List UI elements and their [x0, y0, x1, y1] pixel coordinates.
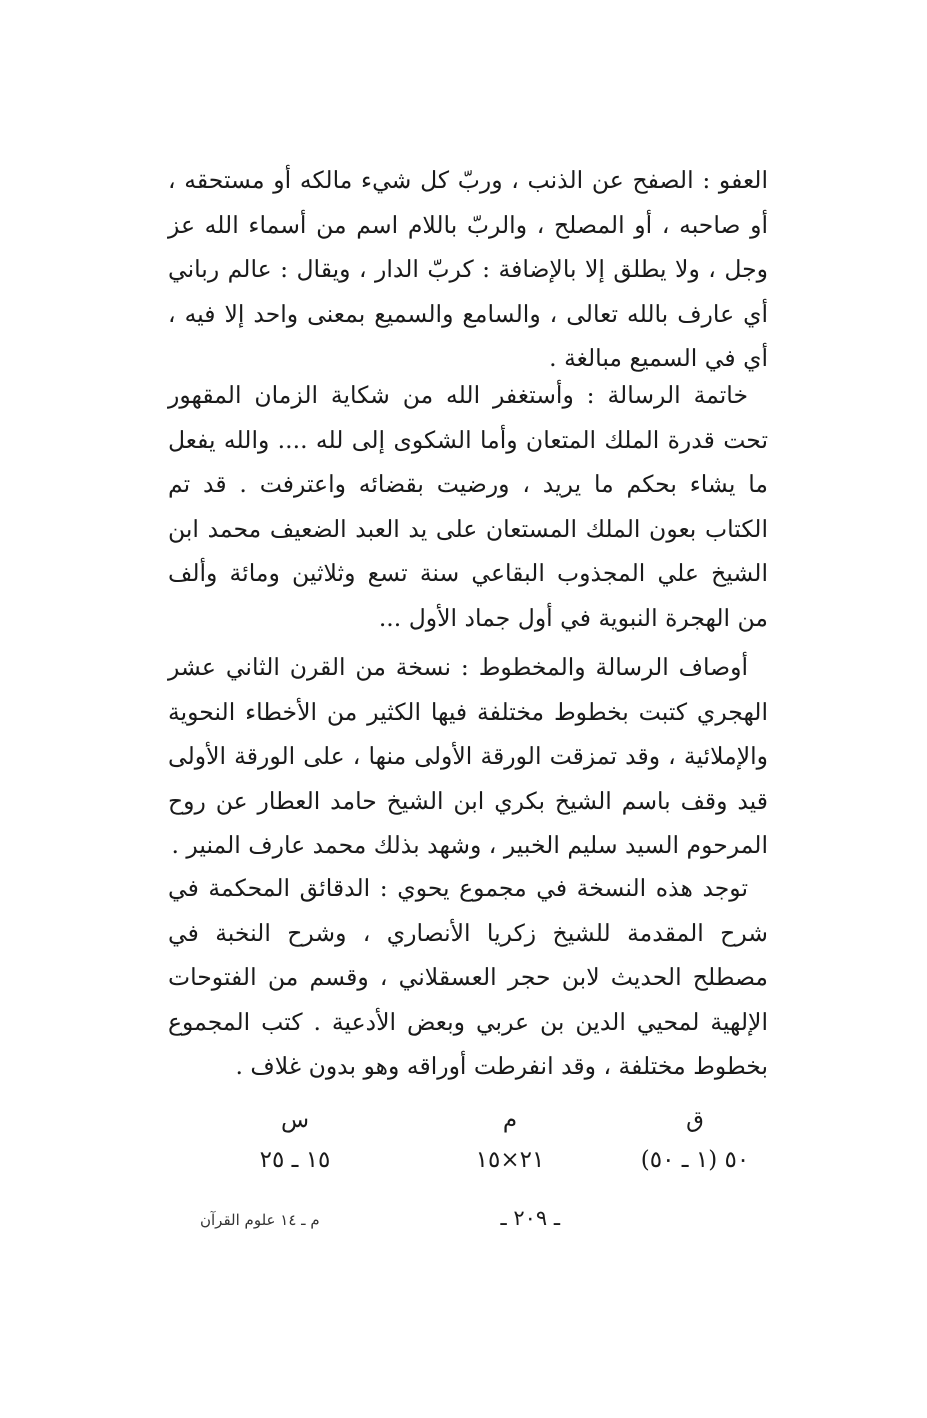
paragraph-definition [168, 158, 768, 381]
paragraph-manuscript-description [168, 645, 768, 868]
paragraph-colophon [168, 373, 768, 640]
page-footer [200, 1206, 560, 1230]
siglum-reference: ٢١×١٥ [475, 1147, 545, 1173]
paragraph-text: توجد هذه النسخة في مجموع يحوي : الدقائق المحكمة في شرح المقدمة للشيخ زكريا الأنصاري ، وشرح النخبة في مصطلح الحديث لابن حجر العسقلاني ، وقسم من الفتوحات الإلهية لمحيي الدين بن عربي وبعض الأدعية . كتب المجموع بخطوط مختلفة ، وقد انفرطت أوراقه وهو بدون غلاف . [168, 874, 768, 1080]
paragraph-text: العفو : الصفح عن الذنب ، وربّ كل شيء مالكه أو مستحقه ، أو صاحبه ، أو المصلح ، والربّ باللام اسم من أسماء الله عز وجل ، ولا يطلق إلا بالإضافة : كربّ الدار ، ويقال : عالم رباني أي عارف بالله تعالى ، والسامع والسميع بمعنى واحد إلا فيه ، أي في السميع مبالغة . [168, 166, 768, 372]
page-number: ـ ٢٠٩ ـ [500, 1206, 560, 1230]
printer-signature: م ـ ١٤ علوم القرآن [200, 1211, 320, 1229]
siglum-reference: ٥٠ (١ ـ ٥٠) [640, 1147, 750, 1173]
siglum-label: س [280, 1107, 310, 1133]
siglum-label: م [502, 1107, 518, 1133]
paragraph-text: خاتمة الرسالة : وأستغفر الله من شكاية الزمان المقهور تحت قدرة الملك المتعان وأما الشكوى إلى لله .... والله يفعل ما يشاء بحكم ما يريد ، ورضيت بقضائه واعترفت . قد تم الكتاب بعون الملك المستعان على يد العبد الضعيف محمد ابن الشيخ علي المجذوب البقاعي سنة تسع وثلاثين ومائة وألف من الهجرة النبوية في أول جماد الأول ... [168, 381, 768, 632]
siglum-label: ق [686, 1107, 704, 1133]
siglum-reference: ١٥ ـ ٢٥ [259, 1147, 331, 1173]
paragraph-text: أوصاف الرسالة والمخطوط : نسخة من القرن الثاني عشر الهجري كتبت بخطوط مختلفة فيها الكثير من الأخطاء النحوية والإملائية ، وقد تمزقت الورقة الأولى منها ، على الورقة الأولى قيد وقف باسم الشيخ بكري ابن الشيخ حامد العطار عن روح المرحوم السيد سليم الخبير ، وشهد بذلك محمد عارف المنير . [168, 653, 768, 859]
paragraph-collection-contents [168, 866, 768, 1089]
